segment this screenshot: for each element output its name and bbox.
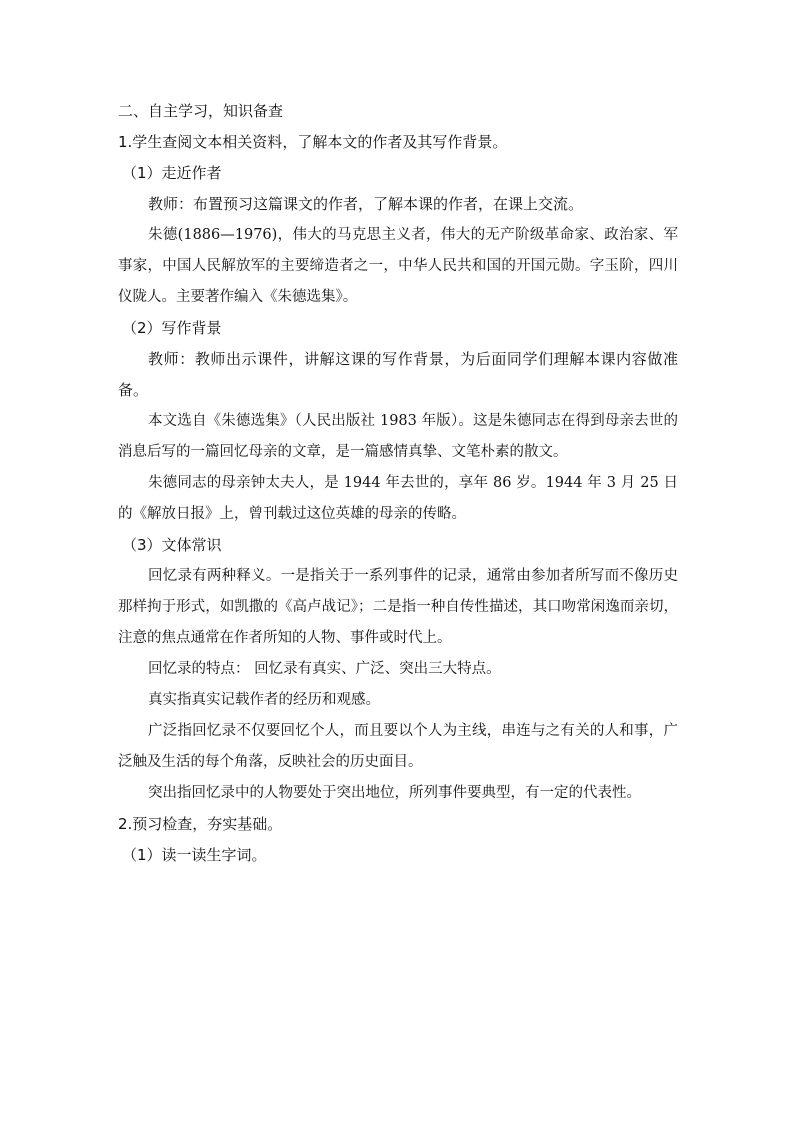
sub-heading-author: （1）走近作者 xyxy=(122,164,222,182)
feature-prominent: 突出指回忆录中的人物要处于突出地位，所列事件要典型，有一定的代表性。 xyxy=(148,785,641,801)
item1-heading: 1.学生查阅文本相关资料，了解本文的作者及其写作背景。 xyxy=(118,133,508,151)
memoir-features: 回忆录的特点： 回忆录有真实、广泛、突出三大特点。 xyxy=(148,661,501,677)
sub-heading-genre: （3）文体常识 xyxy=(122,536,222,554)
item2-heading: 2.预习检查，夯实基础。 xyxy=(118,815,283,833)
document-content xyxy=(118,96,678,871)
sub-heading-background: （2）写作背景 xyxy=(122,319,222,337)
feature-real: 真实指真实记载作者的经历和观感。 xyxy=(148,692,380,708)
source-paragraph: 本文选自《朱德选集》（人民出版社 1983 年版）。这是朱德同志在得到母亲去世的消息后写的一篇回忆母亲的文章，是一篇感情真挚、文笔朴素的散文。 xyxy=(118,413,678,460)
sub-heading-vocab: （1）读一读生字词。 xyxy=(122,846,267,864)
teacher-note-background: 教师：教师出示课件，讲解这课的写作背景，为后面同学们理解本课内容做准备。 xyxy=(118,350,678,399)
section-title: 二、自主学习，知识备查 xyxy=(118,102,284,120)
memoir-definition: 回忆录有两种释义。一是指关于一系列事件的记录，通常由参加者所写而不像历史那样拘于形式，如凯撒的《高卢战记》；二是指一种自传性描述，其口吻常闲逸而亲切，注意的焦点通常在作者所知的人物、事件或时代上。 xyxy=(118,568,678,646)
teacher-note-author: 教师：布置预习这篇课文的作者，了解本课的作者，在课上交流。 xyxy=(148,195,584,213)
feature-broad: 广泛指回忆录不仅要回忆个人，而且要以个人为主线，串连与之有关的人和事，广泛触及生活的每个角落，反映社会的历史面目。 xyxy=(118,723,678,770)
author-bio: 朱德(1886—1976)，伟大的马克思主义者，伟大的无产阶级革命家、政治家、军事家，中国人民解放军的主要缔造者之一，中华人民共和国的开国元勋。字玉阶，四川仪陇人。主要著作编入《朱德选集》。 xyxy=(118,227,678,305)
mother-paragraph: 朱德同志的母亲钟太夫人，是 1944 年去世的，享年 86 岁。1944 年 3 月 25 日的《解放日报》上，曾刊载过这位英雄的母亲的传略。 xyxy=(118,475,678,522)
